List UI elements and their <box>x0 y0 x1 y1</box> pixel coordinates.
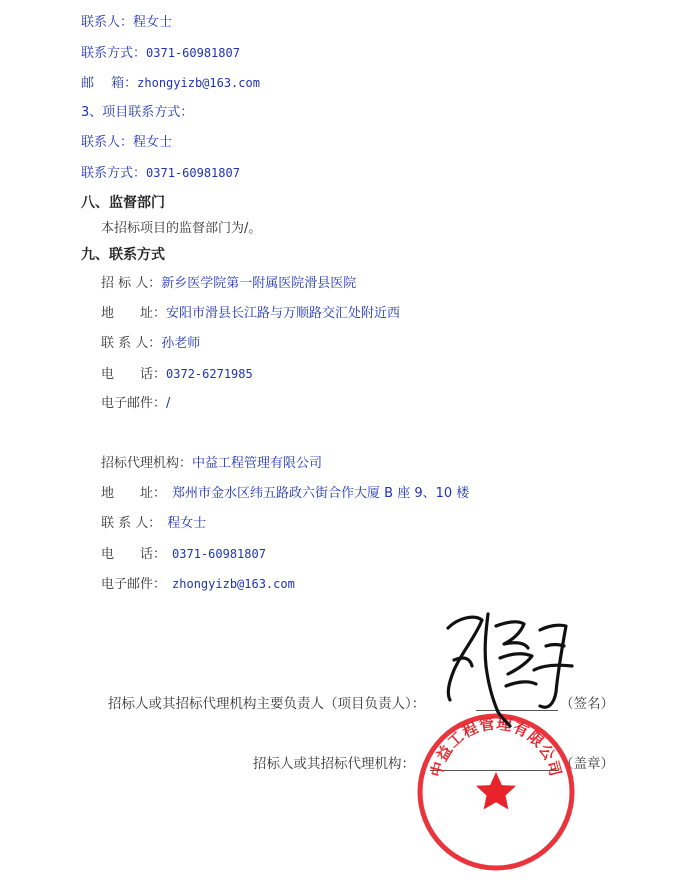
contact-person-name: 程女士 <box>133 15 173 30</box>
contact-email-label: 邮 箱： <box>81 76 138 91</box>
agency-address-value: 郑州市金水区纬五路政六街合作大厦 B 座 9、10 楼 <box>172 486 470 501</box>
agency-address-label: 地 址： <box>101 486 167 501</box>
agency-contact-value: 程女士 <box>167 516 207 531</box>
section-8-body: 本招标项目的监督部门为/。 <box>101 221 262 236</box>
tenderer-phone-label: 电 话： <box>101 367 167 382</box>
project-contact-person-name: 程女士 <box>133 135 173 150</box>
project-contact-phone-label: 联系方式： <box>81 166 147 181</box>
agency-email-value[interactable]: zhongyizb@163.com <box>172 577 295 591</box>
tenderer-email-label: 电子邮件： <box>101 396 167 411</box>
agency-name-line <box>101 456 322 472</box>
agency-email-label: 电子邮件： <box>101 577 167 592</box>
tenderer-phone-line <box>101 366 253 383</box>
agency-name-label: 招标代理机构： <box>101 456 193 471</box>
contact-email-value[interactable]: zhongyizb@163.com <box>137 76 260 90</box>
agency-phone-label: 电 话： <box>101 547 167 562</box>
agency-contact-label: 联 系 人： <box>101 516 162 531</box>
contact-phone-label: 联系方式： <box>81 46 147 61</box>
agency-address-line <box>101 486 469 502</box>
company-seal <box>416 712 576 872</box>
handwritten-signature <box>436 600 586 735</box>
principal-signature-label: 招标人或其招标代理机构主要负责人（项目负责人）： <box>108 696 426 712</box>
project-contact-phone-line <box>81 165 240 182</box>
tenderer-address-label: 地 址： <box>101 306 167 321</box>
contact-person-label: 联系人： <box>81 15 134 30</box>
section-9-heading: 九、联系方式 <box>81 247 165 263</box>
tenderer-address-line <box>101 306 400 322</box>
agency-email-line <box>101 576 295 593</box>
agency-seal-label: 招标人或其招标代理机构： <box>253 756 415 772</box>
project-contact-phone-value: 0371-60981807 <box>146 166 240 180</box>
tenderer-contact-line <box>101 336 200 352</box>
tenderer-address-value: 安阳市滑县长江路与万顺路交汇处附近西 <box>166 306 401 321</box>
section-8-heading: 八、监督部门 <box>81 195 165 211</box>
tenderer-email-value: / <box>166 396 171 411</box>
agency-contact-line <box>101 516 206 532</box>
tenderer-phone-value: 0372-6271985 <box>166 367 253 381</box>
contact-phone-value: 0371-60981807 <box>146 46 240 60</box>
seal-text: 中益工程管理有限公司 <box>427 714 565 779</box>
agency-seal-suffix: （盖章） <box>560 756 614 772</box>
agency-phone-line <box>101 546 266 563</box>
principal-signature-suffix: （签名） <box>560 696 614 712</box>
seal-star-icon <box>476 772 516 810</box>
tenderer-name-line <box>101 276 356 292</box>
tenderer-name-value: 新乡医学院第一附属医院滑县医院 <box>161 276 357 291</box>
project-contact-person-line <box>81 135 172 151</box>
tenderer-name-label: 招 标 人： <box>101 276 162 291</box>
project-contact-heading: 3、项目联系方式： <box>81 105 194 120</box>
contact-email-line <box>81 75 260 92</box>
agency-phone-value: 0371-60981807 <box>172 547 266 561</box>
tenderer-contact-value: 孙老师 <box>161 336 201 351</box>
tenderer-email-line <box>101 396 170 412</box>
contact-phone-line <box>81 45 240 62</box>
contact-person-line <box>81 15 172 31</box>
agency-name-value: 中益工程管理有限公司 <box>192 456 323 471</box>
tenderer-contact-label: 联 系 人： <box>101 336 162 351</box>
project-contact-person-label: 联系人： <box>81 135 134 150</box>
